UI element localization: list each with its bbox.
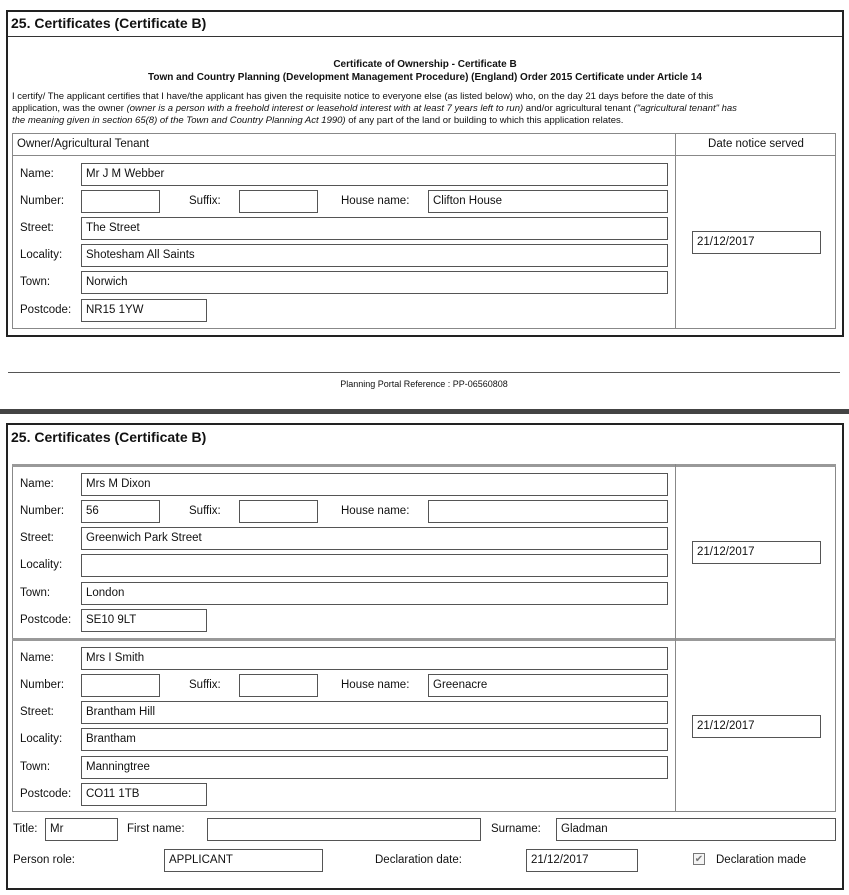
declaration-made-label: Declaration made xyxy=(716,854,807,866)
name-field[interactable]: Mrs I Smith xyxy=(81,647,668,670)
house-name-label: House name: xyxy=(341,195,410,207)
suffix-label: Suffix: xyxy=(189,195,221,207)
table-column-divider xyxy=(675,464,676,812)
number-field[interactable] xyxy=(81,674,160,697)
person-role-field[interactable]: APPLICANT xyxy=(164,849,323,872)
body-text: and/or agricultural tenant xyxy=(523,103,634,114)
page-break xyxy=(0,409,849,414)
street-field[interactable]: Brantham Hill xyxy=(81,701,668,724)
number-label: Number: xyxy=(20,679,65,691)
town-field[interactable]: Norwich xyxy=(81,271,668,294)
body-line xyxy=(12,115,842,127)
date-notice-field[interactable]: 21/12/2017 xyxy=(692,541,821,564)
planning-portal-reference: Planning Portal Reference : PP-06560808 xyxy=(340,379,508,389)
street-label: Street: xyxy=(20,706,54,718)
certificate-body xyxy=(12,91,842,127)
declaration-date-label: Declaration date: xyxy=(375,854,462,866)
first-name-label: First name: xyxy=(127,823,185,835)
suffix-field[interactable] xyxy=(239,190,318,213)
locality-label: Locality: xyxy=(20,733,63,745)
surname-field[interactable]: Gladman xyxy=(556,818,836,841)
suffix-field[interactable] xyxy=(239,674,318,697)
date-notice-field[interactable]: 21/12/2017 xyxy=(692,715,821,738)
number-field[interactable]: 56 xyxy=(81,500,160,523)
surname-label: Surname: xyxy=(491,823,541,835)
table-header-divider xyxy=(12,155,836,156)
section-title: 25. Certificates (Certificate B) xyxy=(11,15,207,31)
town-field[interactable]: London xyxy=(81,582,668,605)
section-title: 25. Certificates (Certificate B) xyxy=(11,429,207,445)
number-label: Number: xyxy=(20,195,65,207)
town-label: Town: xyxy=(20,761,51,773)
name-field[interactable]: Mrs M Dixon xyxy=(81,473,668,496)
house-name-field[interactable] xyxy=(428,500,668,523)
town-label: Town: xyxy=(20,587,51,599)
house-name-label: House name: xyxy=(341,679,410,691)
person-role-label: Person role: xyxy=(13,854,76,866)
postcode-field[interactable]: NR15 1YW xyxy=(81,299,207,322)
body-line xyxy=(12,103,842,115)
street-label: Street: xyxy=(20,222,54,234)
body-text: application, was the owner xyxy=(12,103,127,114)
suffix-label: Suffix: xyxy=(189,505,221,517)
body-line: I certify/ The applicant certifies that I have/the applicant has given the requisite notice to everyone else (as listed below) who, on the day 21 days before the date of this xyxy=(12,91,714,102)
house-name-field[interactable]: Clifton House xyxy=(428,190,668,213)
date-notice-field[interactable]: 21/12/2017 xyxy=(692,231,821,254)
footer-rule xyxy=(8,372,840,373)
suffix-field[interactable] xyxy=(239,500,318,523)
table-column-divider xyxy=(675,133,676,329)
body-italic: (owner is a person with a freehold interest or leasehold interest with at least 7 years left to run) xyxy=(126,103,524,114)
postcode-label: Postcode: xyxy=(20,304,72,316)
postcode-label: Postcode: xyxy=(20,788,72,800)
certificate-subheading: Town and Country Planning (Development Management Procedure) (England) Order 2015 Certificate under Article 14 xyxy=(148,72,702,83)
name-field[interactable]: Mr J M Webber xyxy=(81,163,668,186)
date-column-header: Date notice served xyxy=(708,138,804,150)
divider xyxy=(8,36,842,37)
street-label: Street: xyxy=(20,532,54,544)
name-label: Name: xyxy=(20,168,54,180)
body-text: of any part of the land or building to which this application relates. xyxy=(345,115,624,126)
town-field[interactable]: Manningtree xyxy=(81,756,668,779)
title-field[interactable]: Mr xyxy=(45,818,118,841)
row-divider xyxy=(12,638,836,641)
locality-field[interactable] xyxy=(81,554,668,577)
number-field[interactable] xyxy=(81,190,160,213)
first-name-field[interactable] xyxy=(207,818,481,841)
locality-label: Locality: xyxy=(20,559,63,571)
locality-field[interactable]: Brantham xyxy=(81,728,668,751)
postcode-label: Postcode: xyxy=(20,614,72,626)
house-name-label: House name: xyxy=(341,505,410,517)
number-label: Number: xyxy=(20,505,65,517)
postcode-field[interactable]: SE10 9LT xyxy=(81,609,207,632)
title-label: Title: xyxy=(13,823,38,835)
body-italic: the meaning given in section 65(8) of the Town and Country Planning Act 1990) xyxy=(12,115,346,126)
town-label: Town: xyxy=(20,276,51,288)
table-top-rule xyxy=(12,464,836,467)
locality-label: Locality: xyxy=(20,249,63,261)
declaration-date-field[interactable]: 21/12/2017 xyxy=(526,849,638,872)
owner-column-header: Owner/Agricultural Tenant xyxy=(17,138,150,150)
street-field[interactable]: The Street xyxy=(81,217,668,240)
suffix-label: Suffix: xyxy=(189,679,221,691)
postcode-field[interactable]: CO11 1TB xyxy=(81,783,207,806)
locality-field[interactable]: Shotesham All Saints xyxy=(81,244,668,267)
declaration-made-checkbox[interactable]: ✔ xyxy=(694,854,704,865)
house-name-field[interactable]: Greenacre xyxy=(428,674,668,697)
body-italic: ("agricultural tenant" has xyxy=(633,103,737,114)
street-field[interactable]: Greenwich Park Street xyxy=(81,527,668,550)
name-label: Name: xyxy=(20,652,54,664)
name-label: Name: xyxy=(20,478,54,490)
certificate-heading: Certificate of Ownership - Certificate B xyxy=(333,59,517,70)
